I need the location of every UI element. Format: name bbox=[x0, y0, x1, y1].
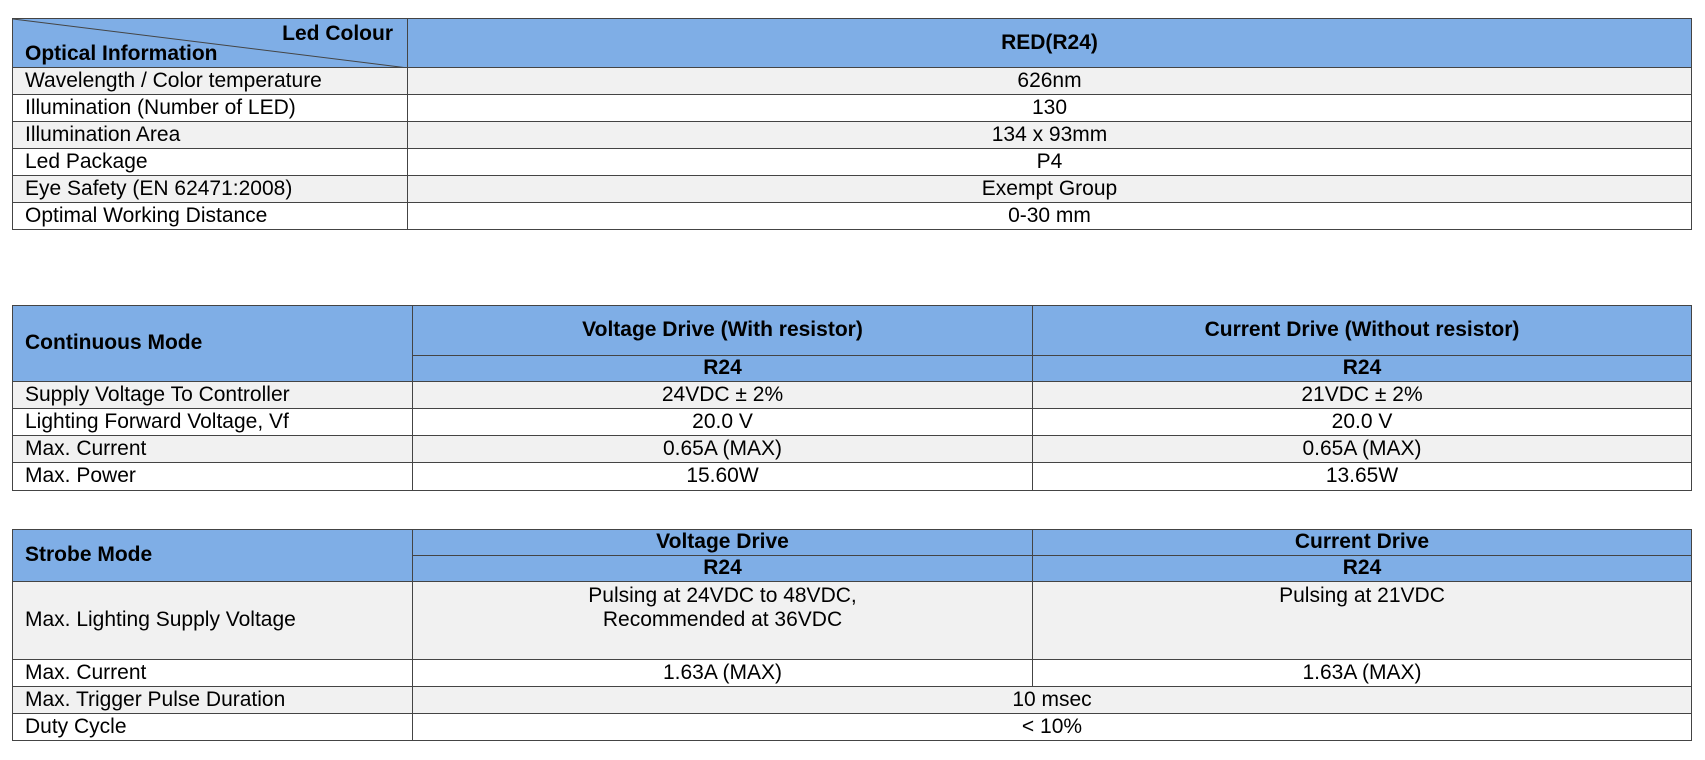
table-row bbox=[13, 203, 1692, 230]
optical-info-table bbox=[12, 18, 1692, 230]
table-row bbox=[13, 436, 1692, 463]
continuous-mode-table bbox=[12, 305, 1692, 491]
strobe-mode-title: Strobe Mode bbox=[13, 530, 413, 582]
row-value: 134 x 93mm bbox=[408, 122, 1692, 149]
row-label: Eye Safety (EN 62471:2008) bbox=[13, 176, 408, 203]
row-label: Led Package bbox=[13, 149, 408, 176]
optical-information-label: Optical Information bbox=[25, 41, 218, 65]
voltage-drive-value: 20.0 V bbox=[413, 409, 1033, 436]
current-drive-value: 1.63A (MAX) bbox=[1033, 660, 1692, 687]
row-value: 626nm bbox=[408, 68, 1692, 95]
supply-line-2: Recommended at 36VDC bbox=[602, 608, 843, 632]
merged-value: < 10% bbox=[413, 714, 1692, 741]
table-row bbox=[13, 149, 1692, 176]
current-drive-value: 21VDC ± 2% bbox=[1033, 382, 1692, 409]
table-row bbox=[13, 122, 1692, 149]
continuous-mode-title: Continuous Mode bbox=[13, 306, 413, 382]
voltage-drive-value: 1.63A (MAX) bbox=[413, 660, 1033, 687]
table-row bbox=[13, 409, 1692, 436]
row-value: Exempt Group bbox=[408, 176, 1692, 203]
row-label: Illumination Area bbox=[13, 122, 408, 149]
red-r24-header: RED(R24) bbox=[408, 19, 1692, 68]
current-drive-value: 20.0 V bbox=[1033, 409, 1692, 436]
current-drive-header: Current Drive (Without resistor) bbox=[1033, 306, 1692, 356]
voltage-drive-value: 15.60W bbox=[413, 463, 1033, 491]
row-label: Wavelength / Color temperature bbox=[13, 68, 408, 95]
row-label: Max. Power bbox=[13, 463, 413, 491]
supply-line-1: Pulsing at 24VDC to 48VDC, bbox=[588, 584, 857, 607]
row-label: Max. Trigger Pulse Duration bbox=[13, 687, 413, 714]
strobe-voltage-drive-subheader: R24 bbox=[413, 556, 1033, 582]
row-label: Supply Voltage To Controller bbox=[13, 382, 413, 409]
voltage-drive-value: 0.65A (MAX) bbox=[413, 436, 1033, 463]
strobe-current-drive-header: Current Drive bbox=[1033, 530, 1692, 556]
strobe-current-drive-subheader: R24 bbox=[1033, 556, 1692, 582]
row-label: Duty Cycle bbox=[13, 714, 413, 741]
row-label: Optimal Working Distance bbox=[13, 203, 408, 230]
voltage-drive-value bbox=[413, 582, 1033, 660]
table-row bbox=[13, 176, 1692, 203]
table-row bbox=[13, 95, 1692, 122]
row-label: Lighting Forward Voltage, Vf bbox=[13, 409, 413, 436]
strobe-mode-table bbox=[12, 529, 1692, 741]
row-value: P4 bbox=[408, 149, 1692, 176]
current-drive-subheader: R24 bbox=[1033, 356, 1692, 382]
row-label: Max. Current bbox=[13, 660, 413, 687]
voltage-drive-subheader: R24 bbox=[413, 356, 1033, 382]
row-value: 0-30 mm bbox=[408, 203, 1692, 230]
led-colour-label: Led Colour bbox=[282, 22, 393, 45]
strobe-voltage-drive-header: Voltage Drive bbox=[413, 530, 1033, 556]
table-row bbox=[13, 660, 1692, 687]
table-row bbox=[13, 582, 1692, 660]
current-drive-value: 13.65W bbox=[1033, 463, 1692, 491]
row-value: 130 bbox=[408, 95, 1692, 122]
optical-corner-header bbox=[13, 19, 408, 68]
voltage-drive-header: Voltage Drive (With resistor) bbox=[413, 306, 1033, 356]
current-drive-value: 0.65A (MAX) bbox=[1033, 436, 1692, 463]
table-row bbox=[13, 463, 1692, 491]
row-label: Max. Current bbox=[13, 436, 413, 463]
current-drive-value: Pulsing at 21VDC bbox=[1033, 582, 1692, 660]
merged-value: 10 msec bbox=[413, 687, 1692, 714]
row-label: Max. Lighting Supply Voltage bbox=[13, 582, 413, 660]
table-row bbox=[13, 687, 1692, 714]
table-row bbox=[13, 68, 1692, 95]
table-row bbox=[13, 714, 1692, 741]
row-label: Illumination (Number of LED) bbox=[13, 95, 408, 122]
table-row bbox=[13, 382, 1692, 409]
voltage-drive-value: 24VDC ± 2% bbox=[413, 382, 1033, 409]
